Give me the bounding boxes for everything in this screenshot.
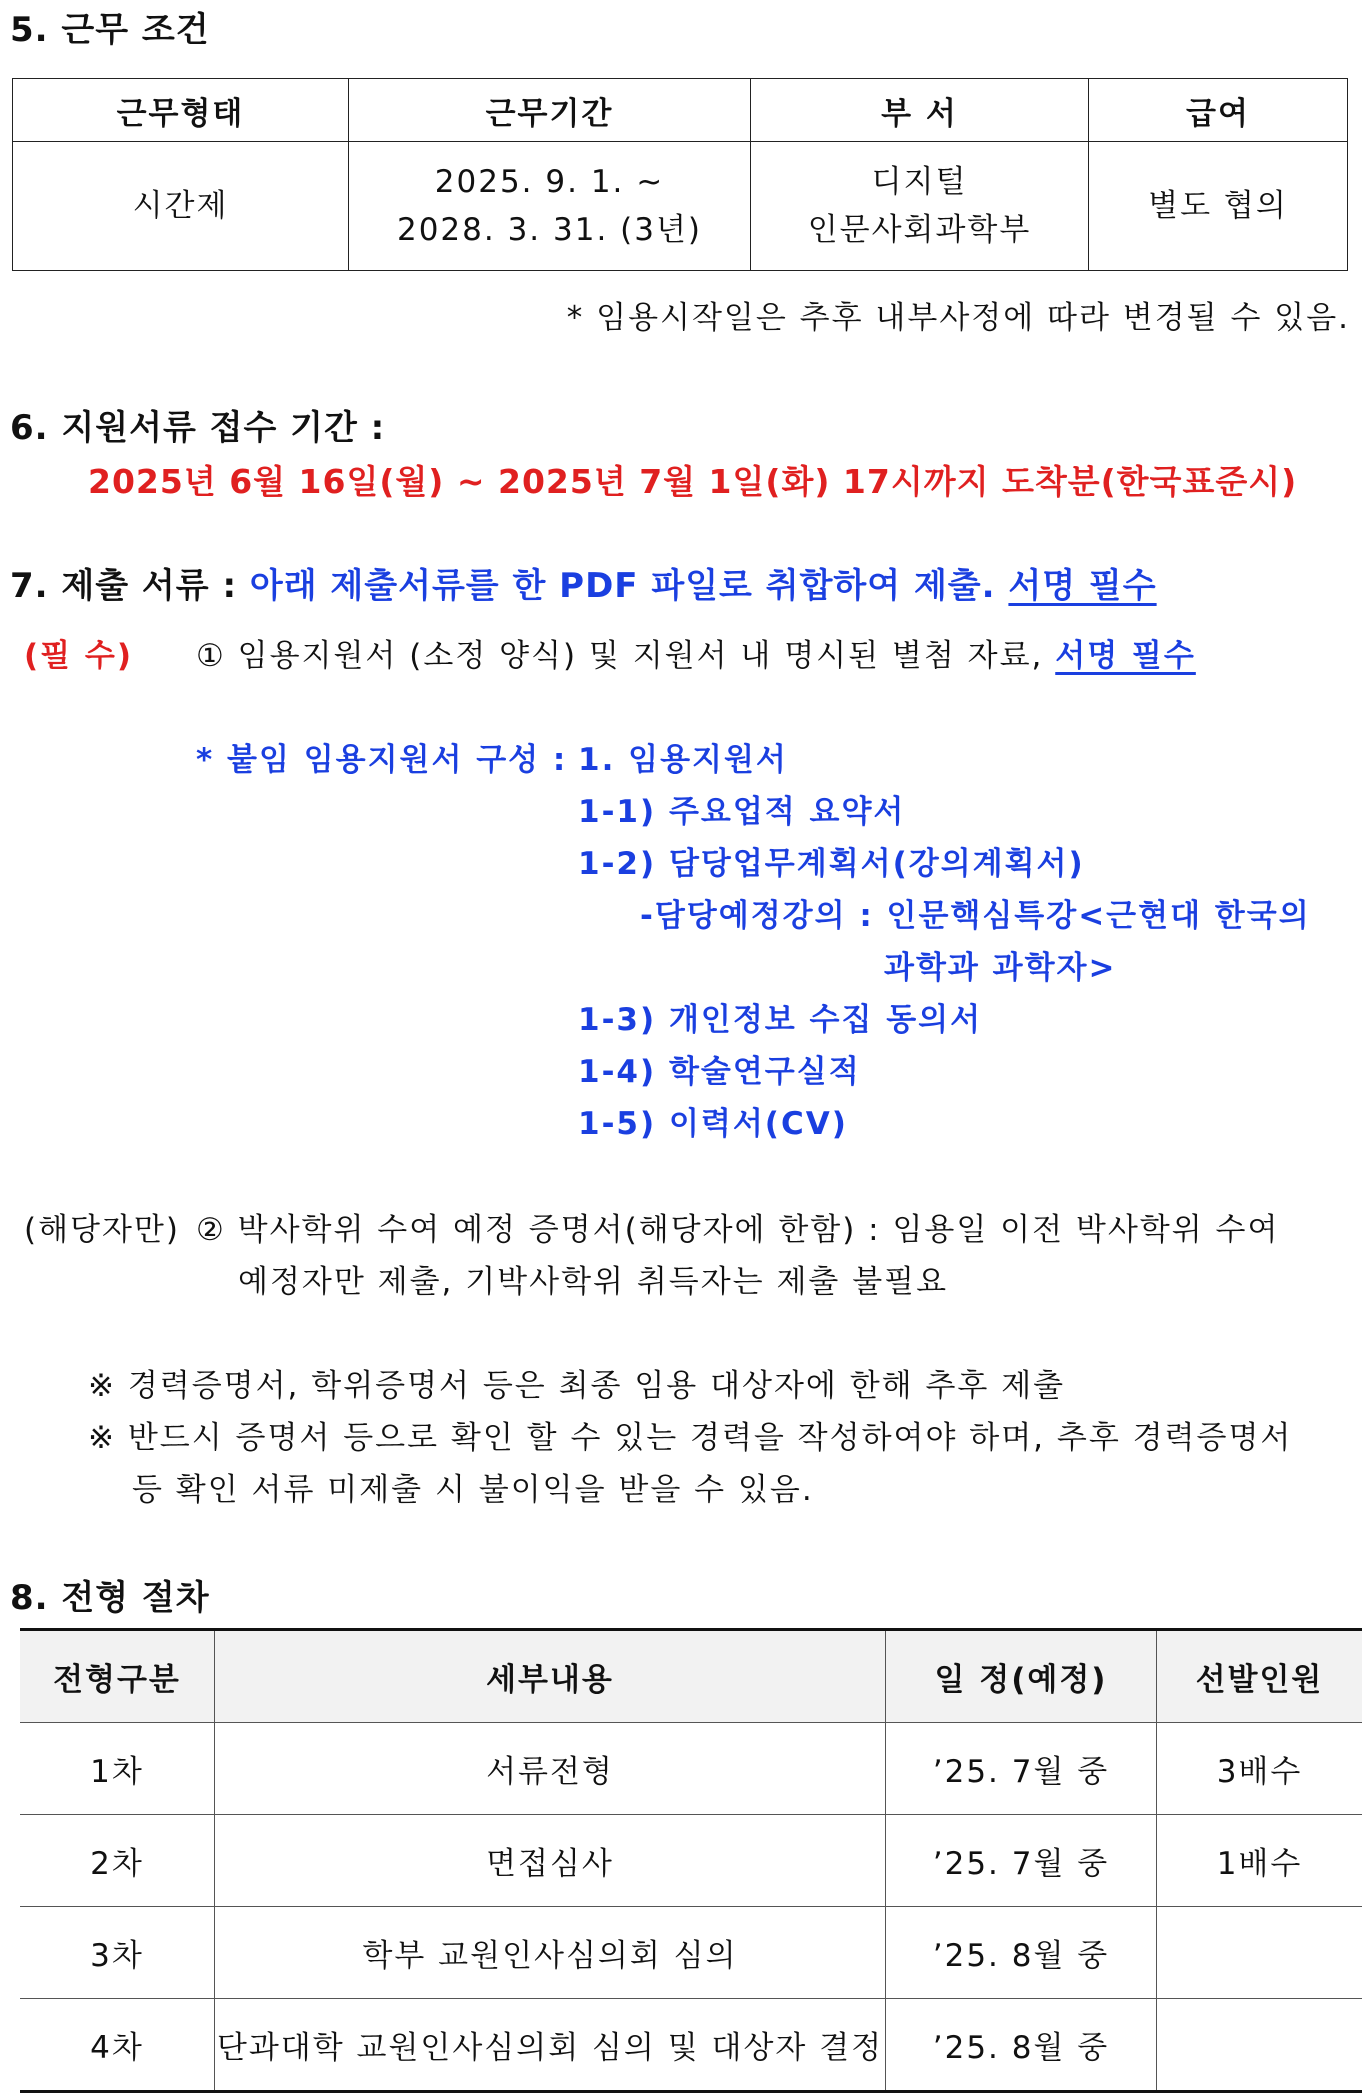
period-line: 2025. 9. 1. ~ — [434, 164, 665, 200]
signature-required-item1: 서명 필수 — [1055, 638, 1196, 674]
header-cell: 전형구분 — [20, 1630, 215, 1723]
header-cell: 선발인원 — [1157, 1630, 1363, 1723]
period-line: 2028. 3. 31. (3년) — [396, 212, 703, 248]
count-cell: 3배수 — [1157, 1723, 1363, 1815]
stage-cell: 1차 — [20, 1723, 215, 1815]
table-row — [20, 1815, 1362, 1907]
required-item-1 — [196, 630, 1196, 675]
table-header-row — [13, 79, 1348, 142]
table-row — [20, 1999, 1362, 2092]
attachment-item: -담당예정강의 : 인문핵심특강<근현대 한국의 — [640, 898, 1311, 934]
attachment-item: 1-5) 이력서(CV) — [578, 1106, 848, 1142]
section7-title-prefix: 7. 제출 서류 : — [10, 566, 238, 606]
schedule-cell: ’25. 7월 중 — [886, 1723, 1157, 1815]
salary-cell: 별도 협의 — [1089, 142, 1348, 271]
schedule-cell: ’25. 8월 중 — [886, 1907, 1157, 1999]
count-cell — [1157, 1907, 1363, 1999]
schedule-cell: ’25. 8월 중 — [886, 1999, 1157, 2092]
selection-procedure-table — [20, 1628, 1362, 2093]
count-cell — [1157, 1999, 1363, 2092]
header-cell: 부 서 — [751, 79, 1089, 142]
attachment-item: 1-1) 주요업적 요약서 — [578, 794, 906, 830]
table-header-row — [20, 1630, 1362, 1723]
item2-line2: 예정자만 제출, 기박사학위 취득자는 제출 불필요 — [238, 1264, 949, 1300]
dept-line: 디지털 — [871, 164, 968, 200]
table-row — [20, 1723, 1362, 1815]
header-cell: 세부내용 — [215, 1630, 886, 1723]
item2-line1: ② 박사학위 수여 예정 증명서(해당자에 한함) : 임용일 이전 박사학위 수여 — [196, 1212, 1280, 1248]
attachment-label: * 붙임 임용지원서 구성 : — [196, 742, 568, 778]
dept-line: 인문사회과학부 — [807, 212, 1032, 248]
section7-instruction: 아래 제출서류를 한 PDF 파일로 취합하여 제출. — [249, 566, 996, 606]
detail-cell: 서류전형 — [215, 1723, 886, 1815]
attachment-item: 과학과 과학자> — [884, 950, 1117, 986]
work-conditions-table — [12, 78, 1348, 271]
table-row — [20, 1907, 1362, 1999]
stage-cell: 3차 — [20, 1907, 215, 1999]
schedule-cell: ’25. 7월 중 — [886, 1815, 1157, 1907]
signature-required: 서명 필수 — [1008, 566, 1157, 606]
item1-text: ① 임용지원서 (소정 양식) 및 지원서 내 명시된 별첨 자료, — [196, 638, 1044, 674]
work-period-cell — [349, 142, 751, 271]
note-line: ※ 경력증명서, 학위증명서 등은 최종 임용 대상자에 한해 추후 제출 — [88, 1368, 1066, 1404]
section6-title: 6. 지원서류 접수 기간 : — [10, 408, 386, 448]
application-period: 2025년 6월 16일(월) ~ 2025년 7월 1일(화) 17시까지 도착분(한국표준시) — [88, 462, 1298, 501]
section5-title: 5. 근무 조건 — [10, 10, 210, 50]
conditional-tag: (해당자만) — [24, 1212, 180, 1248]
work-type-cell: 시간제 — [13, 142, 349, 271]
header-cell: 근무형태 — [13, 79, 349, 142]
start-date-note: * 임용시작일은 추후 내부사정에 따라 변경될 수 있음. — [566, 300, 1350, 336]
note-line: 등 확인 서류 미제출 시 불이익을 받을 수 있음. — [132, 1472, 814, 1508]
header-cell: 일 정(예정) — [886, 1630, 1157, 1723]
section8-title: 8. 전형 절차 — [10, 1578, 210, 1618]
note-line: ※ 반드시 증명서 등으로 확인 할 수 있는 경력을 작성하여야 하며, 추후 경력증명서 — [88, 1420, 1293, 1456]
header-cell: 급여 — [1089, 79, 1348, 142]
header-cell: 근무기간 — [349, 79, 751, 142]
department-cell — [751, 142, 1089, 271]
stage-cell: 4차 — [20, 1999, 215, 2092]
required-tag: (필 수) — [24, 638, 134, 674]
detail-cell: 면접심사 — [215, 1815, 886, 1907]
table-row — [13, 142, 1348, 271]
detail-cell: 단과대학 교원인사심의회 심의 및 대상자 결정 — [215, 1999, 886, 2092]
detail-cell: 학부 교원인사심의회 심의 — [215, 1907, 886, 1999]
attachment-item: 1-4) 학술연구실적 — [578, 1054, 861, 1090]
count-cell: 1배수 — [1157, 1815, 1363, 1907]
section7-title — [10, 558, 1157, 607]
stage-cell: 2차 — [20, 1815, 215, 1907]
attachment-item: 1. 임용지원서 — [578, 742, 788, 778]
attachment-item: 1-3) 개인정보 수집 동의서 — [578, 1002, 983, 1038]
attachment-item: 1-2) 담당업무계획서(강의계획서) — [578, 846, 1085, 882]
